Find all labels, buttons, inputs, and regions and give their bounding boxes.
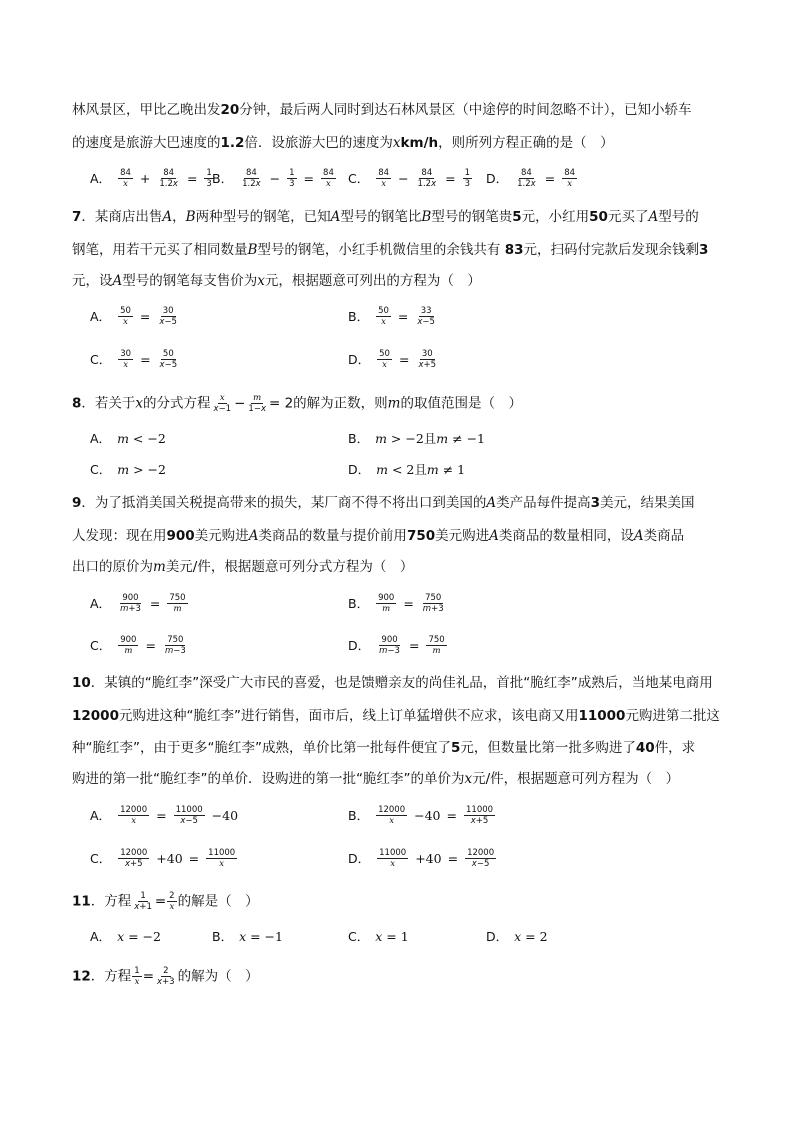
q9-option-d[interactable]: D． $\frac{900}{m-3}$ = $\frac{750}{m}$ bbox=[348, 635, 445, 656]
q10-line-4: 购进的第一批“脆红李”的单价．设购进的第一批“脆红李”的单价为x元/件，根据题意可列方程为（ ） bbox=[72, 771, 680, 787]
q10-option-d[interactable]: D． $\frac{11000}{x}$ +40 = $\frac{12000}{x-5}$ bbox=[348, 848, 495, 869]
q7-option-d[interactable]: D． $\frac{50}{x}$ = $\frac{30}{x+5}$ bbox=[348, 349, 437, 370]
q7-option-b[interactable]: B． $\frac{50}{x}$ = $\frac{33}{x-5}$ bbox=[348, 306, 435, 327]
q11-option-a[interactable]: A． x = −2 bbox=[90, 929, 161, 944]
q10-option-a[interactable]: A． $\frac{12000}{x}$ = $\frac{11000}{x-5}$ −40 bbox=[90, 805, 239, 826]
q12-line-1: 12．方程 $\frac{1}{x}$ = $\frac{2}{x+3}$ 的解为（ ） bbox=[72, 966, 259, 987]
q6-line-2: 的速度是旅游大巴速度的1.2倍．设旅游大巴的速度为xkm/h，则所列方程正确的是（ ） bbox=[72, 135, 614, 151]
q9-option-b[interactable]: B． $\frac{900}{m}$ = $\frac{750}{m+3}$ bbox=[348, 593, 444, 614]
q7-line-1: 7．某商店出售A，B两种型号的钢笔，已知A型号的钢笔比B型号的钢笔贵5元，小红用50元买了A型号的 bbox=[72, 209, 699, 225]
q10-line-1: 10．某镇的“脆红李”深受广大市民的喜爱，也是馈赠亲友的尚佳礼品，首批“脆红李”成熟后，当地某电商用 bbox=[72, 675, 713, 691]
q10-option-b[interactable]: B． $\frac{12000}{x}$ −40 = $\frac{11000}{x+5}$ bbox=[348, 805, 494, 826]
q9-option-a[interactable]: A． $\frac{900}{m+3}$ = $\frac{750}{m}$ bbox=[90, 593, 186, 614]
q10-option-c[interactable]: C． $\frac{12000}{x+5}$ +40 = $\frac{11000}{x}$ bbox=[90, 848, 236, 869]
q9-line-1: 9．为了抵消美国关税提高带来的损失，某厂商不得不将出口到美国的A类产品每件提高3美元，结果美国 bbox=[72, 495, 695, 511]
q11-option-c[interactable]: C． x = 1 bbox=[348, 929, 409, 944]
q7-line-2: 钢笔，用若干元买了相同数量B型号的钢笔，小红手机微信里的余钱共有 83元，扫码付完款后发现余钱剩3 bbox=[72, 242, 709, 258]
q8-option-b[interactable]: B． m > −2且m ≠ −1 bbox=[348, 431, 486, 446]
q10-line-3: 种“脆红李”，由于更多“脆红李”成熟，单价比第一批每件便宜了5元，但数量比第一批多购进了40件，求 bbox=[72, 740, 696, 756]
q6-option-a[interactable]: A． $\frac{84}{x}$ + $\frac{84}{1.2x}$ = $\frac{1}{3}$ bbox=[90, 168, 212, 189]
q8-option-a[interactable]: A． m < −2 bbox=[90, 431, 166, 446]
q11-line-1: 11．方程 $\frac{1}{x+1}$ = $\frac{2}{x}$ 的解是（ ） bbox=[72, 891, 259, 912]
q9-line-3: 出口的原价为m美元/件，根据题意可列分式方程为（ ） bbox=[72, 559, 414, 575]
q6-option-b[interactable]: B． $\frac{84}{1.2x}$ − $\frac{1}{3}$ = $\frac{84}{x}$ bbox=[212, 168, 334, 189]
q7-option-c[interactable]: C． $\frac{30}{x}$ = $\frac{50}{x-5}$ bbox=[90, 349, 178, 370]
q6-option-c[interactable]: C． $\frac{84}{x}$ − $\frac{84}{1.2x}$ = $\frac{1}{3}$ bbox=[348, 168, 471, 189]
q8-line-1: 8．若关于x的分式方程 $\frac{x}{x-1}$ − $\frac{m}{1-x}$ = 2的解为正数，则m的取值范围是（ ） bbox=[72, 393, 522, 414]
q8-option-c[interactable]: C． m > −2 bbox=[90, 462, 166, 477]
q6-option-d[interactable]: D． $\frac{84}{1.2x}$ = $\frac{84}{x}$ bbox=[486, 168, 576, 189]
q9-option-c[interactable]: C． $\frac{900}{m}$ = $\frac{750}{m-3}$ bbox=[90, 635, 186, 656]
q7-option-a[interactable]: A． $\frac{50}{x}$ = $\frac{30}{x-5}$ bbox=[90, 306, 177, 327]
q11-option-b[interactable]: B． x = −1 bbox=[212, 929, 283, 944]
q10-line-2: 12000元购进这种“脆红李”进行销售，面市后，线上订单猛增供不应求，该电商又用11000元购进第二批这 bbox=[72, 708, 720, 724]
q7-line-3: 元，设A型号的钢笔每支售价为x元，根据题意可列出的方程为（ ） bbox=[72, 273, 481, 289]
q9-line-2: 人发现：现在用900美元购进A类商品的数量与提价前用750美元购进A类商品的数量相同，设A类商品 bbox=[72, 528, 685, 544]
q11-option-d[interactable]: D． x = 2 bbox=[486, 929, 548, 944]
q8-option-d[interactable]: D． m < 2且m ≠ 1 bbox=[348, 462, 466, 477]
q6-line-1: 林风景区，甲比乙晚出发20分钟，最后两人同时到达石林风景区（中途停的时间忽略不计），已知小轿车 bbox=[72, 102, 692, 118]
